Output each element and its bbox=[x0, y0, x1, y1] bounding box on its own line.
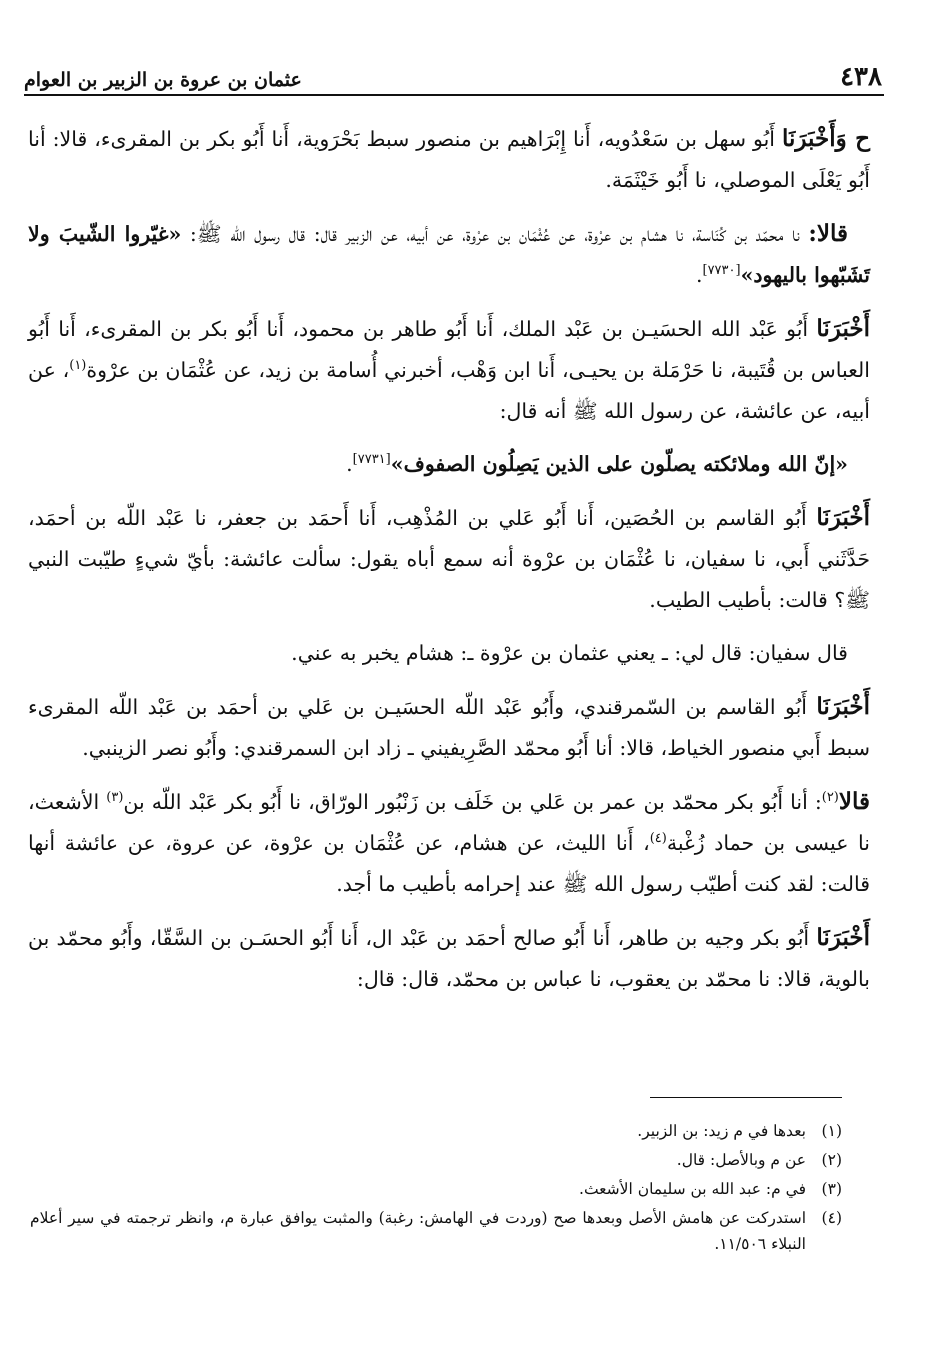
hadith-number: [٧٧٣٠] bbox=[702, 263, 741, 279]
footnote-text: في م: عبد الله بن سليمان الأشعث. bbox=[579, 1180, 806, 1198]
footnote bbox=[30, 1118, 842, 1144]
footnote-ref: (٣) bbox=[106, 790, 124, 806]
paragraph-6 bbox=[28, 633, 870, 674]
footnote-number: (١) bbox=[821, 1122, 842, 1140]
paragraph-text: أَبُو القاسم بن الحُصَين، أَنا أَبُو عَلي بن المُذْهِب، أَنا أَحمَد بن جعفر، نا عَبْد اللّه بن أحمَد، حَدَّثَني أَبي، نا سفيان، نا عُثْمَان بن عرْوة أنه سمع أباه يقول: سألت عائشة: بأيّ شيءٍ طيّبت النبي ﷺ؟ قالت: بأطيب الطيب. bbox=[28, 506, 870, 612]
paragraph-text: نا محمّد بن كُنَاسة، نا هشام بن عرْوة، عن عُثْمَان بن عرْوة، عن أبيه، عن الزبير قال: قال رسول الله ﷺ: bbox=[181, 222, 809, 246]
paragraph-text: قال سفيان: قال لي: ـ يعني عثمان بن عرْوة ـ: هشام يخبر به عني. bbox=[291, 641, 848, 665]
paragraph-text: : أنا أَبُو بكر محمّد بن عمر بن عَلي بن خَلَف بن زَنْبُور الورّاق، نا أَبُو بكر عَبْد اللّه بن bbox=[123, 790, 822, 814]
footnote bbox=[30, 1147, 842, 1173]
paragraph-text: أَبُو عَبْد الله الحسَيـن بن عَبْد الملك، أَنا أَبُو طاهر بن محمود، أَنا أَبُو بكر بن المقرىء، أَنا أَبُو العباس بن قُتَيبة، نا حَرْمَلة بن يحيـى، أَنا ابن وَهْب، أخبرني أُسامة بن زيد، عن عُثْمَان بن عرْوة bbox=[28, 317, 870, 382]
footnote-number: (٤) bbox=[821, 1209, 842, 1227]
paragraph-lead: أَخْبَرَنَا bbox=[816, 693, 870, 720]
paragraph-text: أَبُو بكر وجيه بن طاهر، أَنا أَبُو صالح أحمَد بن عَبْد ال، أَنا أَبُو الحسَـن بن السَّقّا، وأَبُو محمّد بن بالوية، قالا: نا محمّد بن يعقوب، نا عباس بن محمّد، قال: قال: bbox=[28, 926, 870, 991]
footnote-number: (٣) bbox=[821, 1180, 842, 1198]
footnote-rule bbox=[650, 1097, 842, 1098]
paragraph-1 bbox=[28, 118, 870, 201]
footnote-text: استدركت عن هامش الأصل وبعدها صح (وردت في الهامش: رغبة) والمثبت يوافق عبارة م، وانظر ترجمته في سير أعلام النبلاء ١١/٥٠٦. bbox=[30, 1209, 806, 1253]
paragraph-text-continued: ، أَنا الليث، عن هشام، عن عُثْمَان بن عرْوة، عن عروة، عن عائشة أنها قالت: لقد كنت أطيّب رسول الله ﷺ عند إحرامه بأطيب ما أجد. bbox=[28, 831, 870, 896]
footnote-text: بعدها في م زيد: بن الزبير. bbox=[637, 1122, 806, 1140]
paragraph-text-continued: الأشعث، نا عيسى بن حماد زُغْبة bbox=[28, 790, 870, 855]
footnote-ref: (٤) bbox=[649, 831, 667, 847]
paragraph-8 bbox=[28, 781, 870, 905]
paragraph-7 bbox=[28, 686, 870, 769]
paragraph-3 bbox=[28, 308, 870, 432]
paragraph-9 bbox=[28, 917, 870, 1000]
paragraph-tail: . bbox=[346, 452, 353, 476]
page-header bbox=[24, 52, 882, 90]
paragraph-lead: أَخْبَرَنَا bbox=[816, 924, 870, 951]
paragraph-tail: . bbox=[695, 263, 703, 287]
paragraph-lead: قالا bbox=[838, 788, 870, 815]
footnote bbox=[30, 1205, 842, 1257]
paragraph-4 bbox=[28, 444, 870, 485]
hadith-quote: «غيّروا الشّيبَ ولا تَشَبّهوا باليهود» bbox=[28, 222, 870, 287]
footnote-ref: (١) bbox=[69, 358, 87, 374]
paragraph-lead: أَخْبَرَنَا bbox=[816, 315, 870, 342]
hadith-quote: «إنّ الله وملائكته يصلّون على الذين يَصِلُون الصفوف» bbox=[390, 452, 848, 476]
footnotes bbox=[30, 1118, 842, 1260]
paragraph-text: أَبُو سهل بن سَعْدُويه، أَنا إِبْرَاهيم بن منصور سبط بَحْرَوية، أَنا أَبُو بكر بن المقرىء، قالا: أنا أَبُو يَعْلَى الموصلي، نا أَبُو خَيْثَمَة. bbox=[28, 127, 870, 192]
running-title: عثمان بن عروة بن الزبير بن العوام bbox=[24, 69, 302, 91]
paragraph-lead: قالا: bbox=[808, 220, 849, 247]
paragraph-lead: ح وَأَخْبَرَنَا bbox=[781, 125, 870, 152]
footnote-ref: (٢) bbox=[821, 790, 839, 806]
body-text bbox=[28, 118, 870, 1012]
footnote-text: عن م وبالأصل: قال. bbox=[676, 1151, 806, 1169]
paragraph-2 bbox=[28, 213, 870, 296]
paragraph-lead: أَخْبَرَنَا bbox=[816, 504, 870, 531]
page-number: ٤٣٨ bbox=[840, 62, 882, 92]
footnote-number: (٢) bbox=[821, 1151, 842, 1169]
paragraph-text-continued: ، عن أبيه، عن عائشة، عن رسول الله ﷺ أنه قال: bbox=[28, 358, 870, 423]
header-rule bbox=[24, 94, 884, 96]
hadith-number: [٧٧٣١] bbox=[352, 452, 391, 468]
paragraph-5 bbox=[28, 497, 870, 621]
paragraph-text: أَبُو القاسم بن السّمرقندي، وأَبُو عَبْد اللّه الحسَيـن بن عَلي بن أحمَد بن عَبْد اللّه المقرىء سبط أَبي منصور الخياط، قالا: أنا أَبُو محمّد الصَّرِيفيني ـ زاد ابن السمرقندي: وأَبُو نصر الزينبي. bbox=[28, 695, 870, 760]
footnote bbox=[30, 1176, 842, 1202]
